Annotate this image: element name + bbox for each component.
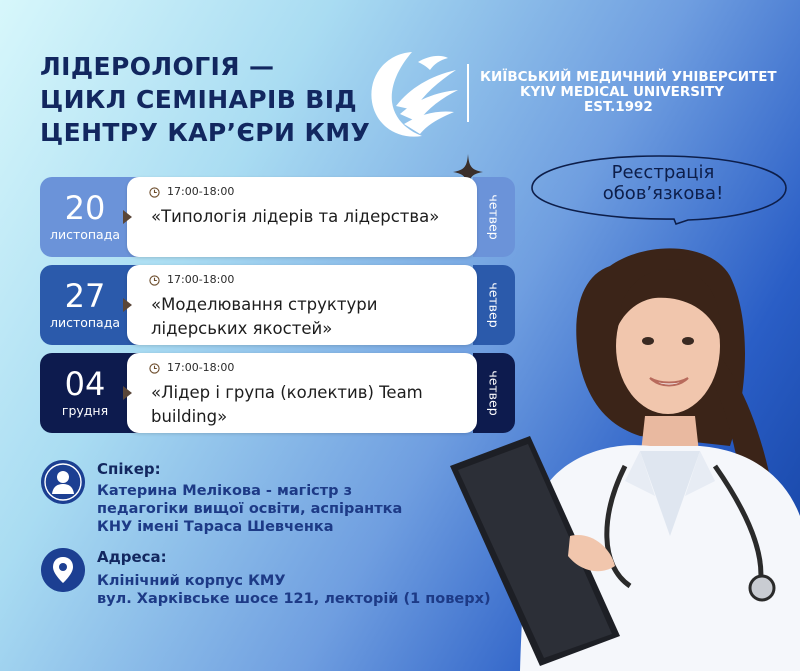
event-time-text: 17:00-18:00 <box>167 185 235 198</box>
registration-note <box>583 162 743 204</box>
title-line-3: ЦЕНТРУ КАР’ЄРИ КМУ <box>40 118 371 147</box>
university-name-ua: КИЇВСЬКИЙ МЕДИЧНИЙ УНІВЕРСИТЕТ <box>480 69 777 85</box>
event-day-number: 04 <box>64 365 106 403</box>
event-weekday: четвер <box>486 194 502 240</box>
event-card-2 <box>40 265 515 345</box>
wing-logo-icon <box>362 44 462 144</box>
registration-line-2: обов’язкова! <box>602 183 724 204</box>
registration-line-1: Реєстрація <box>611 162 715 183</box>
clock-icon <box>149 275 160 286</box>
logo-divider <box>467 64 469 122</box>
event-time-text: 17:00-18:00 <box>167 273 235 286</box>
speaker-label: Спікер: <box>97 460 161 478</box>
university-name <box>480 70 777 115</box>
event-topic: «Типологія лідерів та лідерства» <box>151 207 440 226</box>
event-weekday: четвер <box>486 282 502 328</box>
university-est: EST.1992 <box>584 99 653 115</box>
event-topic: «Лідер і група (колектив) Team building» <box>151 383 423 426</box>
event-info-card <box>127 177 477 257</box>
doctor-illustration <box>450 236 800 671</box>
location-pin-icon <box>41 548 85 592</box>
event-card-1 <box>40 177 515 257</box>
event-month: грудня <box>61 403 109 418</box>
event-month: листопада <box>49 315 121 330</box>
event-weekday: четвер <box>486 370 502 416</box>
event-info-card <box>127 353 477 433</box>
speaker-line-3: КНУ імені Тараса Шевченка <box>97 519 334 535</box>
speaker-line-2: педагогіки вищої освіти, аспірантка <box>97 501 403 517</box>
title-line-2: ЦИКЛ СЕМІНАРІВ ВІД <box>40 85 358 114</box>
address-line-1: Клінічний корпус КМУ <box>97 573 286 589</box>
clock-icon <box>149 187 160 198</box>
speaker-line-1: Катерина Мелікова - магістр з <box>97 483 353 499</box>
address-label: Адреса: <box>97 548 167 566</box>
clock-icon <box>149 363 160 374</box>
title-line-1: ЛІДЕРОЛОГІЯ — <box>40 52 275 81</box>
university-name-en: KYIV MEDICAL UNIVERSITY <box>520 84 725 100</box>
event-month: листопада <box>49 227 121 242</box>
event-info-card <box>127 265 477 345</box>
person-icon <box>41 460 85 504</box>
address-details <box>97 572 491 608</box>
speaker-details <box>97 482 402 536</box>
address-line-2: вул. Харківське шосе 121, лекторій (1 поверх) <box>97 591 491 607</box>
event-time-text: 17:00-18:00 <box>167 361 235 374</box>
event-card-3 <box>40 353 515 433</box>
event-topic: «Моделювання структури лідерських якостей» <box>151 295 378 338</box>
poster-title <box>40 50 370 149</box>
event-day-number: 27 <box>64 277 106 315</box>
event-day-number: 20 <box>64 189 106 227</box>
